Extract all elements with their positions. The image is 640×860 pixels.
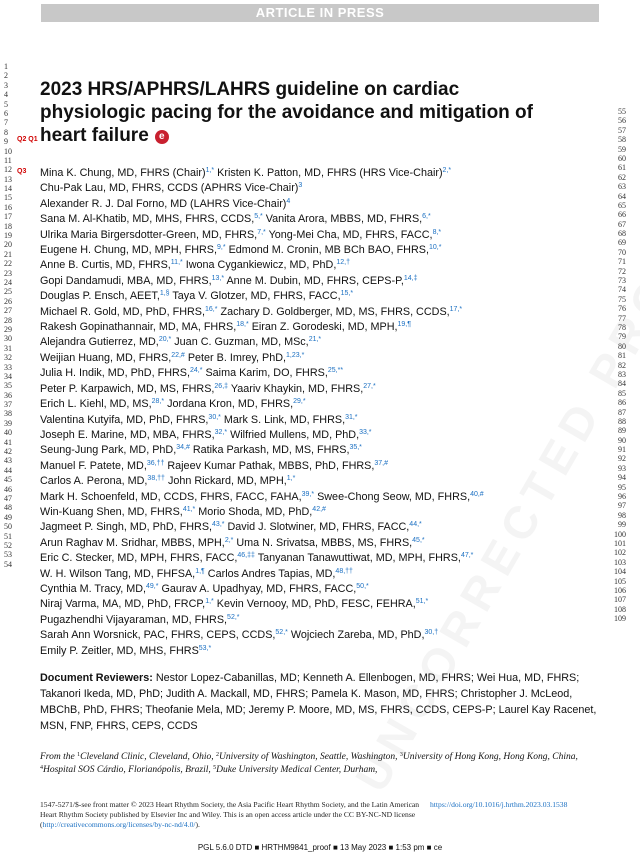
left-line-number: 12 [4,165,12,175]
left-line-number: 45 [4,475,12,485]
left-line-number: 17 [4,212,12,222]
right-line-number: 100 [614,529,626,539]
author-affiliation-ref[interactable]: 2,* [442,167,452,174]
author-name: Juan C. Guzman, MD, MSc, [174,336,309,349]
author-line [40,274,600,289]
author-line [40,443,600,458]
author-affiliation-ref[interactable]: 38,†† [147,475,165,483]
author-affiliation-ref[interactable]: 5,* [254,213,263,221]
author-affiliation-ref[interactable]: 7,* [257,228,266,236]
right-line-number: 79 [618,332,626,342]
left-line-number: 31 [4,343,12,353]
left-line-number: 41 [4,437,12,447]
article-title [40,78,560,147]
author-affiliation-ref[interactable]: 44,* [409,521,422,529]
author-name: Cynthia M. Tracy, MD, [40,582,146,595]
author-name: Joseph E. Marine, MD, MBA, FHRS, [40,428,215,441]
author-affiliation-ref[interactable]: 41,* [182,505,196,513]
author-name: Manuel F. Patete, MD, [40,459,147,472]
author-line [40,366,600,381]
author-line [40,320,600,335]
proof-info-line: PGL 5.6.0 DTD ■ HRTHM9841_proof ■ 13 May 2023 ■ 1:53 pm ■ ce [197,843,443,852]
copyright-notice [40,800,420,830]
author-name: Ulrika Maria Birgersdotter-Green, MD, FHRS, [40,228,258,241]
right-line-number: 91 [618,445,626,455]
author-name: Swee-Chong Seow, MD, FHRS, [317,490,471,503]
affiliation-number: 1 [77,752,81,758]
author-line [40,289,600,304]
right-line-number: 107 [614,595,626,605]
author-line [40,520,600,535]
left-line-number: 29 [4,324,12,334]
author-affiliation-ref[interactable]: 17,* [449,305,463,313]
affiliation-number: 3 [399,752,403,758]
author-line [40,351,600,366]
right-line-number: 95 [618,482,626,492]
author-name: Mina K. Chung, MD, FHRS (Chair) [40,167,206,179]
left-line-number: 53 [4,550,12,560]
author-name: Carlos Andres Tapias, MD, [207,567,336,580]
author-line [40,613,600,628]
issn-text: 1547-5271/$-see front matter © 2023 Heart Rhythm Society, the Asia Pacific Heart Rhythm Society, and the Latin American Heart Rhythm Society published by Elsevier Inc and Wiley. This is an open access article under the CC BY-NC-ND license ( [40,800,420,829]
author-line [40,228,600,243]
author-affiliation-ref[interactable]: 36,†† [146,459,165,467]
right-line-number: 63 [618,182,626,192]
author-line [40,305,600,320]
author-affiliation-ref[interactable]: 24,* [190,367,203,375]
right-line-number: 104 [614,567,626,577]
right-line-number: 73 [618,276,626,286]
right-line-number: 93 [618,463,626,473]
author-name: W. H. Wilson Tang, MD, FHFSA, [40,567,196,580]
author-name: Eric C. Stecker, MD, MPH, FHRS, FACC, [40,552,238,565]
author-name: Mark H. Schoenfeld, MD, CCDS, FHRS, FACC, FAHA, [40,490,302,503]
author-name: Jagmeet P. Singh, MD, PhD, FHRS, [40,521,213,534]
right-line-number: 88 [618,416,626,426]
author-line [40,505,600,520]
right-line-number: 102 [614,548,626,558]
left-line-number: 38 [4,409,12,419]
author-affiliation-ref[interactable]: 32,* [214,428,228,436]
left-line-number: 1 [4,62,8,71]
author-name: Kristen K. Patton, MD, FHRS (HRS Vice-Chair) [217,167,443,179]
right-line-number: 108 [614,604,626,614]
author-affiliation-ref[interactable]: 14,‡ [403,274,418,282]
author-affiliation-ref[interactable]: 1,§ [159,290,170,298]
right-line-number: 106 [614,585,626,595]
left-line-number: 24 [4,277,12,287]
author-line [40,413,600,428]
right-line-number: 78 [618,322,626,332]
author-affiliation-ref[interactable]: 28,* [151,398,165,406]
left-line-number: 16 [4,202,12,212]
author-line [40,197,600,212]
right-line-number: 101 [614,538,626,548]
author-name: Yaariv Khaykin, MD, FHRS, [230,382,364,395]
right-line-number: 82 [618,360,626,370]
right-line-number: 67 [618,219,626,229]
right-line-number: 81 [618,351,626,361]
right-line-number: 72 [618,266,626,276]
affiliation-prefix: From the [40,752,78,762]
author-affiliation-ref[interactable]: 19,¶ [397,321,411,329]
author-affiliation-ref[interactable]: 10,* [428,244,442,252]
right-line-number: 75 [618,294,626,304]
author-line [40,536,600,551]
author-name: Weijian Huang, MD, FHRS, [40,351,172,364]
right-line-number: 65 [618,200,626,210]
right-line-numbers [603,107,626,623]
author-affiliation-ref[interactable]: 4 [286,197,291,205]
right-line-number: 76 [618,304,626,314]
right-line-number: 99 [618,520,626,530]
author-affiliation-ref[interactable]: 53,* [198,644,212,652]
left-line-number: 49 [4,512,12,522]
right-line-number: 70 [618,247,626,257]
author-name: Ratika Parkash, MD, MS, FHRS, [192,444,350,457]
author-line [40,166,600,181]
author-name: Edmond M. Cronin, MB BCh BAO, FHRS, [228,244,429,257]
author-affiliation-ref[interactable]: 33,* [359,428,372,436]
right-line-number: 96 [618,492,626,502]
author-affiliation-ref[interactable]: 1,¶ [195,567,205,575]
right-line-number: 68 [618,229,626,239]
author-line [40,397,600,412]
author-affiliation-ref[interactable]: 2,* [224,536,234,544]
right-line-number: 87 [618,407,626,417]
left-line-number: 7 [4,118,8,128]
author-line [40,490,600,505]
left-line-number: 4 [4,90,8,100]
author-name: David J. Slotwiner, MD, FHRS, FACC, [227,521,410,534]
author-name: Seung-Jung Park, MD, PhD, [40,444,177,457]
author-affiliation-ref[interactable]: 16,* [205,305,218,313]
left-line-number: 5 [4,99,8,109]
right-line-number: 77 [618,313,626,323]
author-name: Peter B. Imrey, PhD, [187,351,287,364]
left-line-number: 32 [4,353,12,363]
left-line-number: 35 [4,381,12,391]
e-content-badge-icon[interactable]: e [155,130,169,144]
left-line-number: 26 [4,296,12,306]
left-line-number: 33 [4,362,12,372]
author-name: Niraj Varma, MA, MD, PhD, FRCP, [40,598,206,611]
left-line-number: 48 [4,503,12,513]
author-affiliation-ref[interactable]: 9,* [217,244,226,252]
left-line-number: 22 [4,259,12,269]
author-affiliation-ref[interactable]: 30,* [208,413,221,421]
author-name: Douglas P. Ensch, AEET, [40,290,160,303]
author-name: Morio Shoda, MD, PhD, [198,505,313,518]
left-line-number: 44 [4,465,12,475]
author-affiliation-ref[interactable]: 26,‡ [214,382,229,390]
left-line-number: 27 [4,306,12,316]
right-line-number: 89 [618,426,626,436]
author-name: Erich L. Kiehl, MD, MS, [40,398,152,411]
author-affiliation-ref[interactable]: 21,* [308,336,322,344]
left-line-number: 2 [4,71,8,81]
left-line-number: 11 [4,155,12,165]
left-line-number: 34 [4,371,12,381]
left-line-number: 19 [4,231,12,241]
author-affiliation-ref[interactable]: 1,* [286,475,296,483]
left-line-number: 37 [4,400,12,410]
affiliation-text: Hospital SOS Cárdio, Florianópolis, Brazil, [43,765,214,775]
author-line [40,582,600,597]
right-line-number: 56 [618,116,626,126]
author-name: Peter P. Karpawich, MD, MS, FHRS, [40,382,215,395]
author-name: Uma N. Srivatsa, MBBS, MS, FHRS, [236,536,413,549]
reviewers-label: Document Reviewers: [40,672,153,684]
author-name: Mark S. Link, MD, FHRS, [223,413,346,426]
author-line [40,551,600,566]
author-name: Jordana Kron, MD, FHRS, [167,398,294,411]
author-line [40,644,600,659]
query-mark-q2q1[interactable]: Q2 Q1 [17,136,38,143]
right-line-number: 97 [618,501,626,511]
left-line-number: 23 [4,268,12,278]
author-affiliation-ref[interactable]: 43,* [212,521,225,529]
author-name: Sarah Ann Worsnick, PAC, FHRS, CEPS, CCDS, [40,629,276,642]
author-name: Win-Kuang Shen, MD, FHRS, [40,505,183,518]
left-line-number: 25 [4,287,12,297]
affiliation-text: Cleveland Clinic, Cleveland, Ohio, [80,752,217,762]
author-name: Gopi Dandamudi, MBA, MD, FHRS, [40,274,212,287]
right-line-number: 66 [618,210,626,220]
author-line [40,212,600,227]
author-affiliation-ref[interactable]: 1,* [205,167,215,174]
author-affiliation-ref[interactable]: 8,* [432,228,442,236]
author-line [40,628,600,643]
author-line [40,335,600,350]
author-affiliation-ref[interactable]: 20,* [158,336,172,344]
author-affiliation-ref[interactable]: 6,* [422,213,431,221]
author-affiliation-ref[interactable]: 15,* [340,290,354,298]
author-name: Iwona Cygankiewicz, MD, PhD, [185,259,337,272]
author-affiliation-ref[interactable]: 12,† [336,259,350,267]
left-line-number: 21 [4,249,12,259]
right-line-number: 64 [618,191,626,201]
left-line-number: 10 [4,146,12,156]
author-affiliation-ref[interactable]: 29,* [293,398,306,406]
right-line-number: 57 [618,125,626,135]
author-name: Rajeev Kumar Pathak, MBBS, PhD, FHRS, [167,459,375,472]
author-name: Taya V. Glotzer, MD, FHRS, FACC, [172,290,341,303]
left-line-number: 40 [4,428,12,438]
right-line-number: 83 [618,369,626,379]
license-link[interactable]: http://creativecommons.org/licenses/by-nc-nd/4.0/ [42,820,196,829]
author-affiliation-ref[interactable]: 47,* [460,552,474,560]
right-line-number: 98 [618,510,626,520]
author-affiliation-ref[interactable]: 45,* [412,536,425,544]
query-mark-q3[interactable]: Q3 [17,168,27,175]
author-affiliation-ref[interactable]: 11,* [170,259,183,267]
author-name: Pugazhendhi Vijayaraman, MD, FHRS, [40,613,228,626]
left-line-number: 8 [4,127,8,137]
author-line [40,243,600,258]
author-name: Wilfried Mullens, MD, PhD, [230,428,360,441]
document-reviewers [40,670,600,734]
issn-text-end: ). [195,820,200,829]
author-affiliation-ref[interactable]: 50,* [356,582,369,590]
left-line-number: 18 [4,221,12,231]
author-affiliation-ref[interactable]: 30,† [424,629,439,637]
left-line-number: 50 [4,522,12,532]
author-name: John Rickard, MD, MPH, [167,475,287,488]
author-affiliation-ref[interactable]: 13,* [211,274,225,282]
author-name: Alexander R. J. Dal Forno, MD (LAHRS Vice-Chair) [40,197,287,210]
left-line-number: 3 [4,80,8,90]
author-line [40,181,600,196]
author-line [40,474,600,489]
author-affiliation-ref[interactable]: 39,* [301,490,315,498]
affiliation-text: Duke University Medical Center, Durham, [216,765,378,775]
author-name: Eugene H. Chung, MD, MPH, FHRS, [40,244,218,257]
left-line-number: 39 [4,418,12,428]
author-line [40,597,600,612]
author-affiliation-ref[interactable]: 42,# [312,505,326,513]
author-name: Kevin Vernooy, MD, PhD, FESC, FEHRA, [216,598,416,611]
author-affiliation-ref[interactable]: 3 [298,182,303,190]
author-name: Anne B. Curtis, MD, FHRS, [40,259,171,272]
author-name: Vanita Arora, MBBS, MD, FHRS, [265,213,423,226]
author-name: Valentina Kutyifa, MD, PhD, FHRS, [40,413,209,426]
right-line-number: 105 [614,576,626,586]
author-line [40,567,600,582]
affiliation-number: 4 [40,765,43,771]
author-affiliation-ref[interactable]: 22,# [171,351,185,359]
author-name: Anne M. Dubin, MD, FHRS, CEPS-P, [226,274,404,287]
affiliation-number: 2 [216,752,220,758]
author-line [40,258,600,273]
author-affiliation-ref[interactable]: 46,‡‡ [237,552,255,560]
author-name: Rakesh Gopinathannair, MD, MA, FHRS, [40,321,237,334]
right-line-number: 58 [618,135,626,145]
right-line-number: 85 [618,388,626,398]
left-line-number: 52 [4,540,12,550]
author-affiliation-ref[interactable]: 1,* [205,598,214,606]
author-name: Gaurav A. Upadhyay, MD, FHRS, FACC, [161,582,357,595]
author-name: Emily P. Zeitler, MD, MHS, FHRS [40,644,199,657]
left-line-number: 15 [4,193,12,203]
author-name: Tanyanan Tanawuttiwat, MD, MPH, FHRS, [257,552,461,565]
right-line-number: 69 [618,238,626,248]
author-name: Eiran Z. Gorodeski, MD, MPH, [251,321,398,334]
author-affiliation-ref[interactable]: 27,* [363,382,376,390]
author-name: Arun Raghav M. Sridhar, MBBS, MPH, [40,536,225,549]
right-line-number: 71 [618,257,626,267]
left-line-number: 20 [4,240,12,250]
author-list [40,166,600,659]
right-line-number: 59 [618,144,626,154]
right-line-number: 103 [614,557,626,567]
author-line [40,459,600,474]
author-name: Julia H. Indik, MD, PhD, FHRS, [40,367,190,380]
left-line-number: 9 [4,137,8,147]
affiliation-text: University of Hong Kong, Hong Kong, China, [402,752,578,762]
author-name: Carlos A. Perona, MD, [40,475,148,488]
author-affiliation-ref[interactable]: 40,# [470,490,484,498]
left-line-number: 28 [4,315,12,325]
right-line-number: 55 [618,107,626,116]
left-line-number: 6 [4,108,8,118]
author-affiliation-ref[interactable]: 37,# [374,459,388,467]
right-line-number: 92 [618,454,626,464]
left-line-number: 42 [4,447,12,457]
right-line-number: 74 [618,285,626,295]
doi-link[interactable]: https://doi.org/10.1016/j.hrthm.2023.03.1538 [430,800,568,809]
right-line-number: 86 [618,398,626,408]
affiliation-number: 5 [213,765,217,771]
affiliation-text: University of Washington, Seattle, Washington, [219,752,400,762]
author-name: Sana M. Al-Khatib, MD, MHS, FHRS, CCDS, [40,213,255,226]
article-title-text: 2023 HRS/APHRS/LAHRS guideline on cardiac physiologic pacing for the avoidance and mitigation of heart failure [40,79,533,146]
right-line-number: 80 [618,341,626,351]
author-affiliation-ref[interactable]: 31,* [345,413,358,421]
left-line-number: 13 [4,174,12,184]
author-affiliation-ref[interactable]: 52,* [227,613,240,621]
author-name: Saima Karim, DO, FHRS, [205,367,328,380]
author-affiliation-ref[interactable]: 52,* [275,629,288,637]
right-line-number: 84 [618,379,626,389]
affiliations [40,751,602,777]
article-in-press-banner: ARTICLE IN PRESS [41,4,599,22]
reviewers-text: Nestor Lopez-Cabanillas, MD; Kenneth A. Ellenbogen, MD, FHRS; Wei Hua, MD, FHRS; Takanori Ikeda, MD, PhD; Judith A. Mackall, MD, FHRS; Pamela K. Mason, MD, FHRS; Christopher J. McLeod, MBChB, PhD, FHRS; Theofanie Mela, MD; Jeremy P. Moore, MD, MS, FHRS, CCDS, CEPS-P; Laurel Kay Racenet, MSN, FNP, FHRS, CEPS, CCDS [40,672,597,732]
author-name: Zachary D. Goldberger, MD, MS, FHRS, CCDS, [220,305,450,318]
left-line-number: 46 [4,484,12,494]
author-name: Alejandra Gutierrez, MD, [40,336,159,349]
author-name: Michael R. Gold, MD, PhD, FHRS, [40,305,205,318]
author-affiliation-ref[interactable]: 1,23,* [286,351,305,359]
author-line [40,428,600,443]
author-line [40,382,600,397]
right-line-number: 90 [618,435,626,445]
left-line-number: 30 [4,334,12,344]
right-line-number: 60 [618,153,626,163]
author-affiliation-ref[interactable]: 18,* [236,321,249,329]
right-line-number: 109 [614,614,626,624]
left-line-number: 47 [4,493,12,503]
author-affiliation-ref[interactable]: 48,†† [335,567,353,575]
author-affiliation-ref[interactable]: 25,** [327,367,344,375]
left-line-number: 51 [4,531,12,541]
right-line-number: 61 [618,163,626,173]
left-line-number: 43 [4,456,12,466]
right-line-number: 94 [618,473,626,483]
author-affiliation-ref[interactable]: 35,* [349,444,362,452]
author-name: Yong-Mei Cha, MD, FHRS, FACC, [268,228,433,241]
left-line-number: 14 [4,184,12,194]
author-affiliation-ref[interactable]: 34,# [176,444,190,452]
left-line-number: 54 [4,559,12,569]
author-affiliation-ref[interactable]: 51,* [415,598,429,606]
author-name: Wojciech Zareba, MD, PhD, [290,629,425,642]
left-line-number: 36 [4,390,12,400]
author-name: Chu-Pak Lau, MD, FHRS, CCDS (APHRS Vice-Chair) [40,182,299,195]
right-line-number: 62 [618,172,626,182]
author-affiliation-ref[interactable]: 49,* [146,582,159,590]
